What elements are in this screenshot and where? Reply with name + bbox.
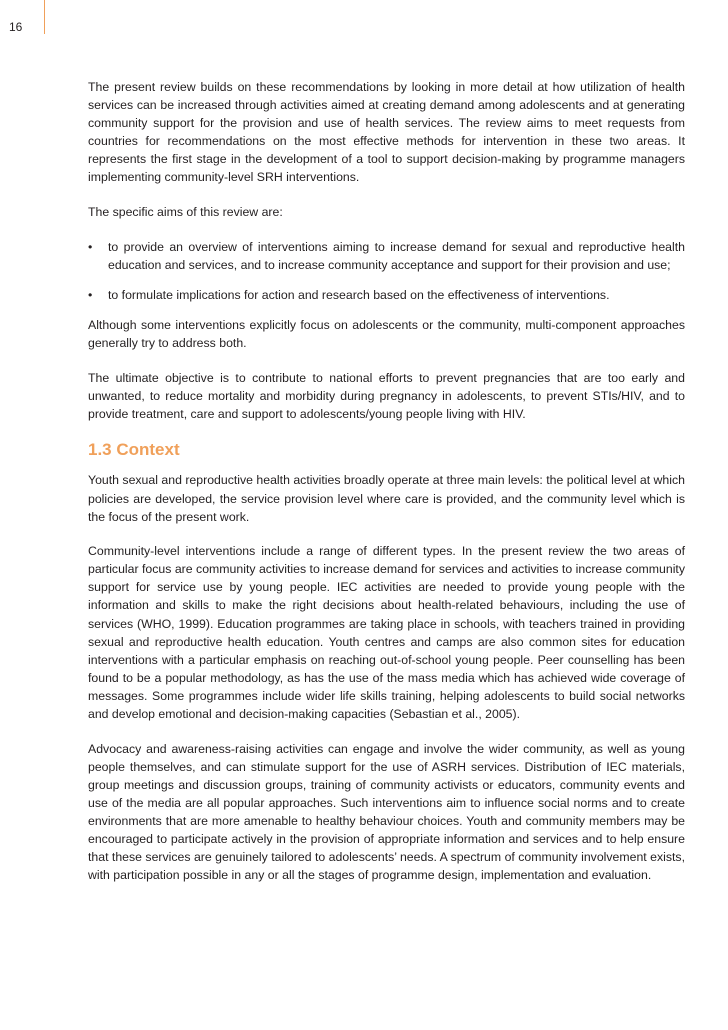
aims-list-item-text: to formulate implications for action and research based on the effectiveness of interventions. — [108, 287, 610, 302]
aims-list-item-text: to provide an overview of interventions aiming to increase demand for sexual and reproductive health education and services, and to increase community acceptance and support for their provision and use; — [108, 239, 685, 272]
objective-paragraph: The ultimate objective is to contribute to national efforts to prevent pregnancies that are too early and unwanted, to reduce mortality and morbidity during pregnancy in adolescents, to prevent STIs/HIV, and to provide treatment, care and support to adolescents/young people living with HIV. — [88, 370, 685, 421]
aims-list — [88, 238, 685, 304]
context-advocacy-paragraph: Advocacy and awareness-raising activities can engage and involve the wider community, as well as young people themselves, and can stimulate support for the use of ASRH services. Distribution of IEC materials, group meetings and discussion groups, training of community activists or educators, community events and use of the media are all popular approaches. Such interventions aim to influence social norms and to create environments that are more amenable to healthy behaviour choices. Youth and community members may be encouraged to participate actively in the provision of appropriate information and services and to help ensure that these services are genuinely tailored to adolescents’ needs. A spectrum of community involvement exists, with participation possible in any or all the stages of programme design, implementation and evaluation. — [88, 741, 685, 883]
section-heading-context: 1.3 Context — [88, 440, 180, 460]
aims-lead: The specific aims of this review are: — [88, 205, 283, 220]
intro-paragraph: The present review builds on these recommendations by looking in more detail at how utilization of health services can be increased through activities aimed at creating demand among adolescents and at generating community support for the provision and use of health services. The review aims to meet requests from countries for recommendations on the most effective methods for intervention in these two areas. It represents the first stage in the development of a tool to support decision-making by programme managers implementing community-level SRH interventions. — [88, 80, 685, 185]
page-number-divider — [44, 0, 45, 34]
document-body — [88, 78, 685, 901]
context-interventions-paragraph: Community-level interventions include a range of different types. In the present review the two areas of particular focus are community activities to increase demand for services and activities to increase community support for service use by young people. IEC activities are needed to provide young people with the information and skills to make the right decisions about health-related behaviours, including the use of services (WHO, 1999). Education programmes are taking place in schools, with teachers trained in providing sexual and reproductive health education. Youth centres and camps are also common sites for education interventions with a particular emphasis on reaching out-of-school young people. Peer counselling has been found to be a popular methodology, as has the use of the mass media which has achieved wide coverage of messages. Some programmes include wider life skills training, helping adolescents to build social networks and develop emotional and decision-making capacities (Sebastian et al., 2005). — [88, 544, 685, 722]
bullet-icon: • — [88, 239, 93, 254]
page-number: 16 — [9, 20, 23, 34]
context-levels-paragraph: Youth sexual and reproductive health activities broadly operate at three main levels: the political level at which policies are developed, the service provision level where care is provided, and the community level which is the focus of the present work. — [88, 473, 685, 524]
approaches-paragraph: Although some interventions explicitly focus on adolescents or the community, multi-component approaches generally try to address both. — [88, 317, 685, 351]
aims-list-item — [88, 286, 685, 304]
bullet-icon: • — [88, 287, 93, 302]
aims-list-item — [88, 238, 685, 274]
